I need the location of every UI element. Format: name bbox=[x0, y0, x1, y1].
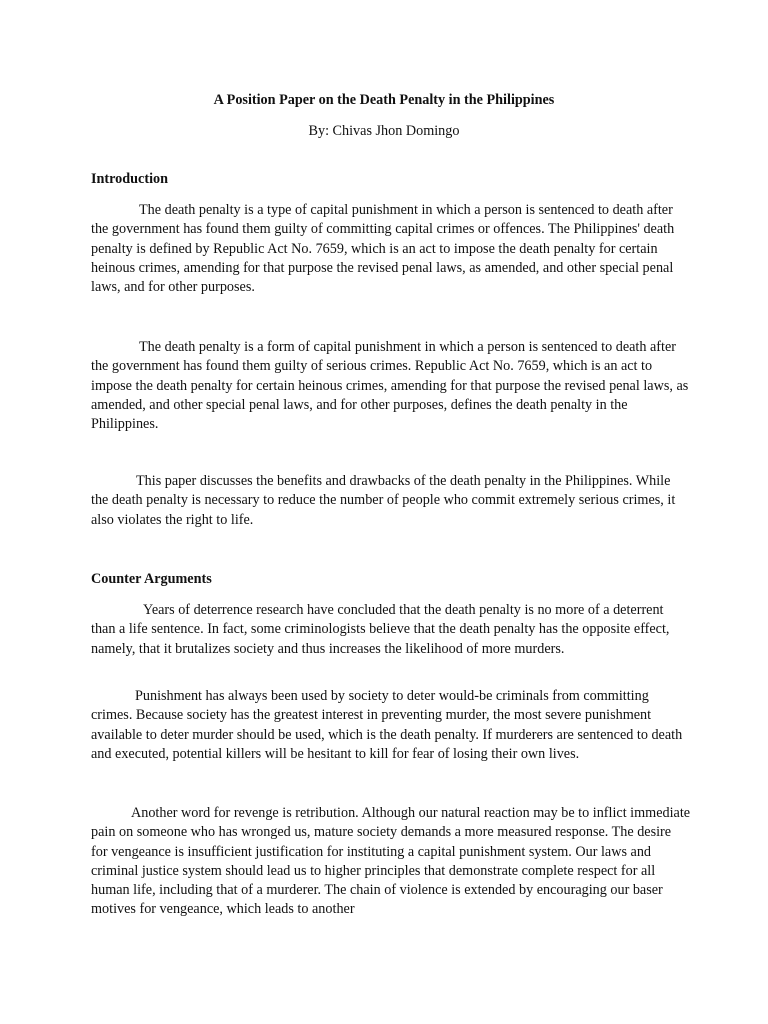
paragraph: This paper discusses the benefits and drawbacks of the death penalty in the Philippines. While the death penalty is necessary to reduce the number of people who commit extremely serious crimes, it also violates the right to life. bbox=[91, 473, 676, 528]
paragraph: The death penalty is a form of capital punishment in which a person is sentenced to death after the government has found them guilty of serious crimes. Republic Act No. 7659, which is an act to impose the death penalty for certain heinous crimes, amending for that purpose the revised penal laws, as amended, and other special penal laws, and for other purposes, defines the death penalty in the Philippines. bbox=[91, 339, 689, 433]
paragraph: The death penalty is a type of capital punishment in which a person is sentenced to death after the government has found them guilty of committing capital crimes or offences. The Philippines' death penalty is defined by Republic Act No. 7659, which is an act to impose the death penalty for certain heinous crimes, amending for that purpose the revised penal laws, as amended, and other special penal laws, and for other purposes. bbox=[91, 202, 675, 296]
document-title: A Position Paper on the Death Penalty in the Philippines bbox=[213, 92, 555, 108]
section-heading-introduction: Introduction bbox=[91, 171, 168, 187]
author-byline: By: Chivas Jhon Domingo bbox=[308, 123, 460, 139]
paragraph: Punishment has always been used by society to deter would-be criminals from committing crimes. Because society has the greatest interest in preventing murder, the most severe punishment available to deter murder should be used, which is the death penalty. If murderers are sentenced to death and executed, potential killers will be hesitant to kill for fear of losing their own lives. bbox=[91, 688, 683, 762]
paragraph: Years of deterrence research have concluded that the death penalty is no more of a deterrent than a life sentence. In fact, some criminologists believe that the death penalty has the opposite effect, namely, that it brutalizes society and thus increases the likelihood of more murders. bbox=[91, 602, 670, 657]
section-heading-counter-arguments: Counter Arguments bbox=[91, 571, 212, 587]
paragraph: Another word for revenge is retribution. Although our natural reaction may be to inflict immediate pain on someone who has wronged us, mature society demands a more measured response. The desire for vengeance is insufficient justification for instituting a capital punishment system. Our laws and criminal justice system should lead us to higher principles that demonstrate complete respect for all human life, including that of a murderer. The chain of violence is extended by encouraging our baser motives for vengeance, which leads to another bbox=[91, 805, 691, 918]
